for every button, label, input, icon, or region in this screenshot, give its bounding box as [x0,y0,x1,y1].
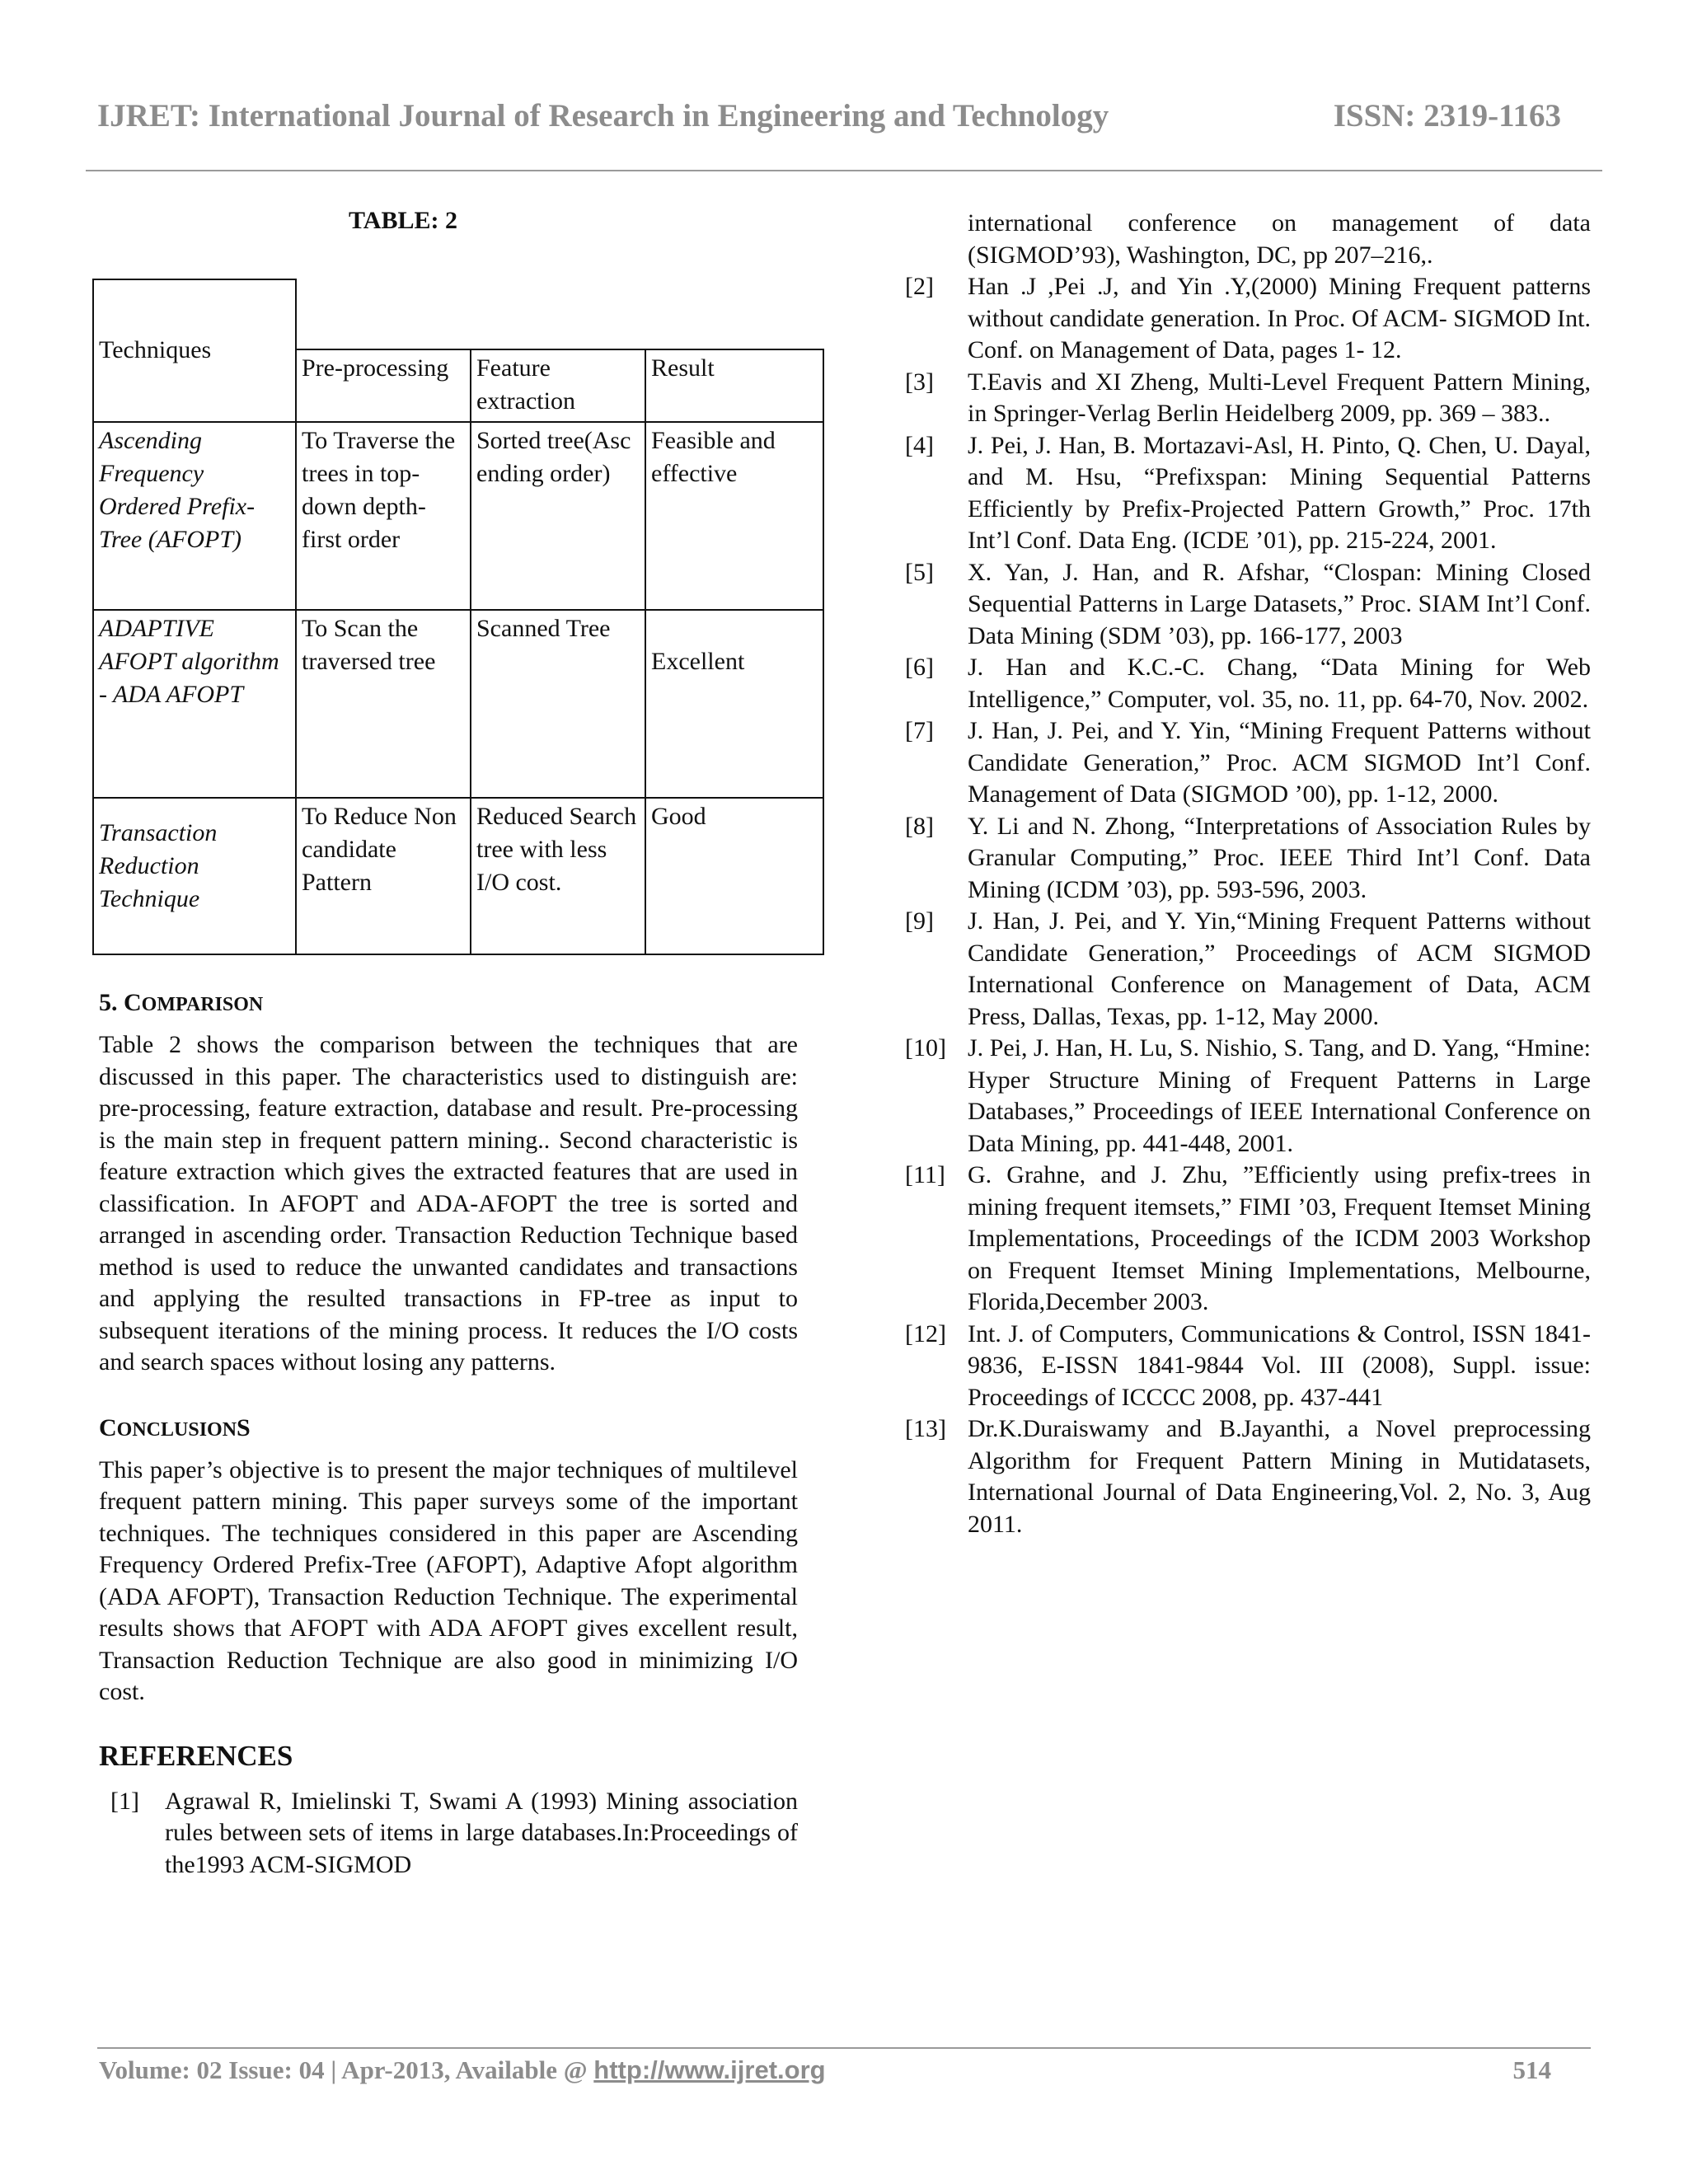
footer-rule [97,2047,1591,2049]
table-caption: TABLE: 2 [349,207,457,234]
reference-number: [2] [905,273,934,300]
table-row [93,798,823,954]
table-cell-preprocessing: To Reduce Non candidate Pattern [296,798,471,954]
reference-number: [9] [905,907,934,935]
reference-number: [8] [905,812,934,840]
journal-title: IJRET: International Journal of Research in Engineering and Technology [97,98,1109,134]
reference-number: [13] [905,1415,946,1442]
reference-item [905,811,1591,907]
reference-item [905,1319,1591,1414]
right-column [905,208,1591,1540]
table-header-techniques: Techniques [93,279,296,422]
reference-text: X. Yan, J. Han, and R. Afshar, “Clospan: Mining Closed Sequential Patterns in Large Datasets,” Proc. SIAM Int’l Conf. Data Mining (SDM ’03), pp. 166-177, 2003 [968,558,1591,649]
issn: ISSN: 2319-1163 [1333,98,1561,134]
reference-number: [11] [905,1161,945,1188]
table-header-preprocessing: Pre-processing [296,349,471,422]
reference-number: [10] [905,1034,946,1062]
reference-item [905,906,1591,1033]
table-cell-technique: Ascending Frequency Ordered Prefix-Tree (AFOPT) [93,422,296,610]
reference-item [905,1160,1591,1319]
reference-text: G. Grahne, and J. Zhu, ”Efficiently using prefix-trees in mining frequent itemsets,” FIMI ’03, Frequent Itemset Mining Implementations, Proceedings of the ICDM 2003 Workshop on Frequent Itemset Mining Implementations, Melbourne, Florida,December 2003. [968,1161,1591,1315]
conclusions-paragraph: This paper’s objective is to present the major techniques of multilevel frequent pattern mining. This paper surveys some of the important techniques. The techniques considered in this paper are Ascending Frequency Ordered Prefix-Tree (AFOPT), Adaptive Afopt algorithm (ADA AFOPT), Transaction Reduction Technique. The experimental results shows that AFOPT with ADA AFOPT gives excellent result, Transaction Reduction Technique are also good in minimizing I/O cost. [99,1455,798,1705]
reference-text: J. Han, J. Pei, and Y. Yin,“Mining Frequent Patterns without Candidate Generation,” Proceedings of ACM SIGMOD International Conference on Management of Data, ACM Press, Dallas, Texas, pp. 1-12, May 2000. [968,907,1591,1030]
reference-text: J. Han, J. Pei, and Y. Yin, “Mining Frequent Patterns without Candidate Generation,” Proc. ACM SIGMOD Int’l Conf. Management of Data (SIGMOD ’00), pp. 1-12, 2000. [968,717,1591,808]
table-cell-preprocessing: To Traverse the trees in top-down depth-first order [296,422,471,610]
reference-item [905,1413,1591,1540]
table-row [93,610,823,798]
reference-number: [7] [905,717,934,744]
reference-text: Dr.K.Duraiswamy and B.Jayanthi, a Novel preprocessing Algorithm for Frequent Pattern Mining in Mutidatasets, International Journal of Data Engineering,Vol. 2, No. 3, Aug 2011. [968,1415,1591,1538]
table-cell-technique: ADAPTIVE AFOPT algorithm - ADA AFOPT [93,610,296,798]
section-heading-comparison: 5. COMPARISON [99,989,264,1016]
reference-number: [3] [905,368,934,396]
header-rule [86,170,1602,171]
reference-item [99,1786,798,1882]
table-cell-feature: Scanned Tree [471,610,645,798]
reference-item [905,430,1591,557]
comparison-paragraph: Table 2 shows the comparison between the techniques that are discussed in this paper. The characteristics used to distinguish are: pre-processing, feature extraction, database and result. Pre-processing is the main step in frequent pattern mining.. Second characteristic is feature extraction which gives the extracted features that are used in classification. In AFOPT and ADA-AFOPT the tree is sorted and arranged in ascending order. Transaction Reduction Technique based method is used to reduce the unwanted candidates and transactions and applying the resulted transactions in FP-tree as input to subsequent iterations of the mining process. It reduces the I/O costs and search spaces without losing any patterns. [99,1031,798,1376]
references-list-right [905,208,1591,1540]
reference-text: J. Pei, J. Han, B. Mortazavi-Asl, H. Pinto, Q. Chen, U. Dayal, and M. Hsu, “Prefixspan: Mining Sequential Patterns Efficiently by Prefix-Projected Pattern Growth,” Proc. 17th Int’l Conf. Data Eng. (ICDE ’01), pp. 215-224, 2001. [968,431,1591,554]
reference-number [905,208,968,271]
left-column [99,204,798,1881]
table-cell-result: Good [645,798,823,954]
reference-item [905,557,1591,653]
table-header-feature-extraction: Feature extraction [471,349,645,422]
reference-number: [1] [110,1787,139,1815]
reference-text: Han .J ,Pei .J, and Yin .Y,(2000) Mining Frequent patterns without candidate generation. In Proc. Of ACM- SIGMOD Int. Conf. on Management of Data, pages 1- 12. [968,273,1591,363]
table-cell-result: Excellent [645,610,823,798]
reference-item [905,715,1591,811]
reference-item [905,367,1591,430]
table-cell-feature: Reduced Search tree with less I/O cost. [471,798,645,954]
reference-text: Agrawal R, Imielinski T, Swami A (1993) Mining association rules between sets of items in large databases.In:Proceedings of the1993 ACM-SIGMOD [165,1787,798,1878]
reference-number: [6] [905,654,934,681]
table-cell-result: Feasible and effective [645,422,823,610]
reference-item [905,208,1591,271]
page-header [97,97,1591,143]
table-cell-technique: Transaction Reduction Technique [93,798,296,954]
table-header-result: Result [645,349,823,422]
reference-text: international conference on management of data (SIGMOD’93), Washington, DC, pp 207–216,. [968,209,1591,269]
table-header-spacer [296,279,823,349]
comparison-table [92,279,824,955]
reference-text: J. Han and K.C.-C. Chang, “Data Mining for Web Intelligence,” Computer, vol. 35, no. 11, pp. 64-70, Nov. 2002. [968,654,1591,713]
reference-text: Y. Li and N. Zhong, “Interpretations of Association Rules by Granular Computing,” Proc. IEEE Third Int’l Conf. Data Mining (ICDM ’03), pp. 593-596, 2003. [968,812,1591,903]
footer-volume: Volume: 02 Issue: 04 | Apr-2013, Available @ http://www.ijret.org [99,2055,826,2084]
journal-link[interactable]: http://www.ijret.org [593,2055,826,2084]
reference-text: Int. J. of Computers, Communications & Control, ISSN 1841-9836, E-ISSN 1841-9844 Vol. III (2008), Suppl. issue: Proceedings of ICCCC 2008, pp. 437-441 [968,1319,1591,1411]
reference-item [905,271,1591,367]
table-cell-preprocessing: To Scan the traversed tree [296,610,471,798]
reference-item [905,1033,1591,1160]
reference-number: [5] [905,558,934,586]
reference-number: [4] [905,431,934,459]
table-cell-feature: Sorted tree(Ascending order) [471,422,645,610]
reference-item [905,652,1591,715]
table-row [93,422,823,610]
section-heading-conclusions: CONCLUSIONS [99,1413,251,1441]
reference-text: T.Eavis and XI Zheng, Multi-Level Frequent Pattern Mining, in Springer-Verlag Berlin Heidelberg 2009, pp. 369 – 383.. [968,368,1591,427]
reference-number: [12] [905,1319,946,1347]
references-list-left [99,1786,798,1882]
page-number: 514 [1512,2055,1551,2084]
reference-text: J. Pei, J. Han, H. Lu, S. Nishio, S. Tang, and D. Yang, “Hmine: Hyper Structure Mining of Frequent Patterns in Large Databases,” Proceedings of IEEE International Conference on Data Mining, pp. 441-448, 2001. [968,1034,1591,1157]
references-heading: REFERENCES [99,1739,293,1772]
